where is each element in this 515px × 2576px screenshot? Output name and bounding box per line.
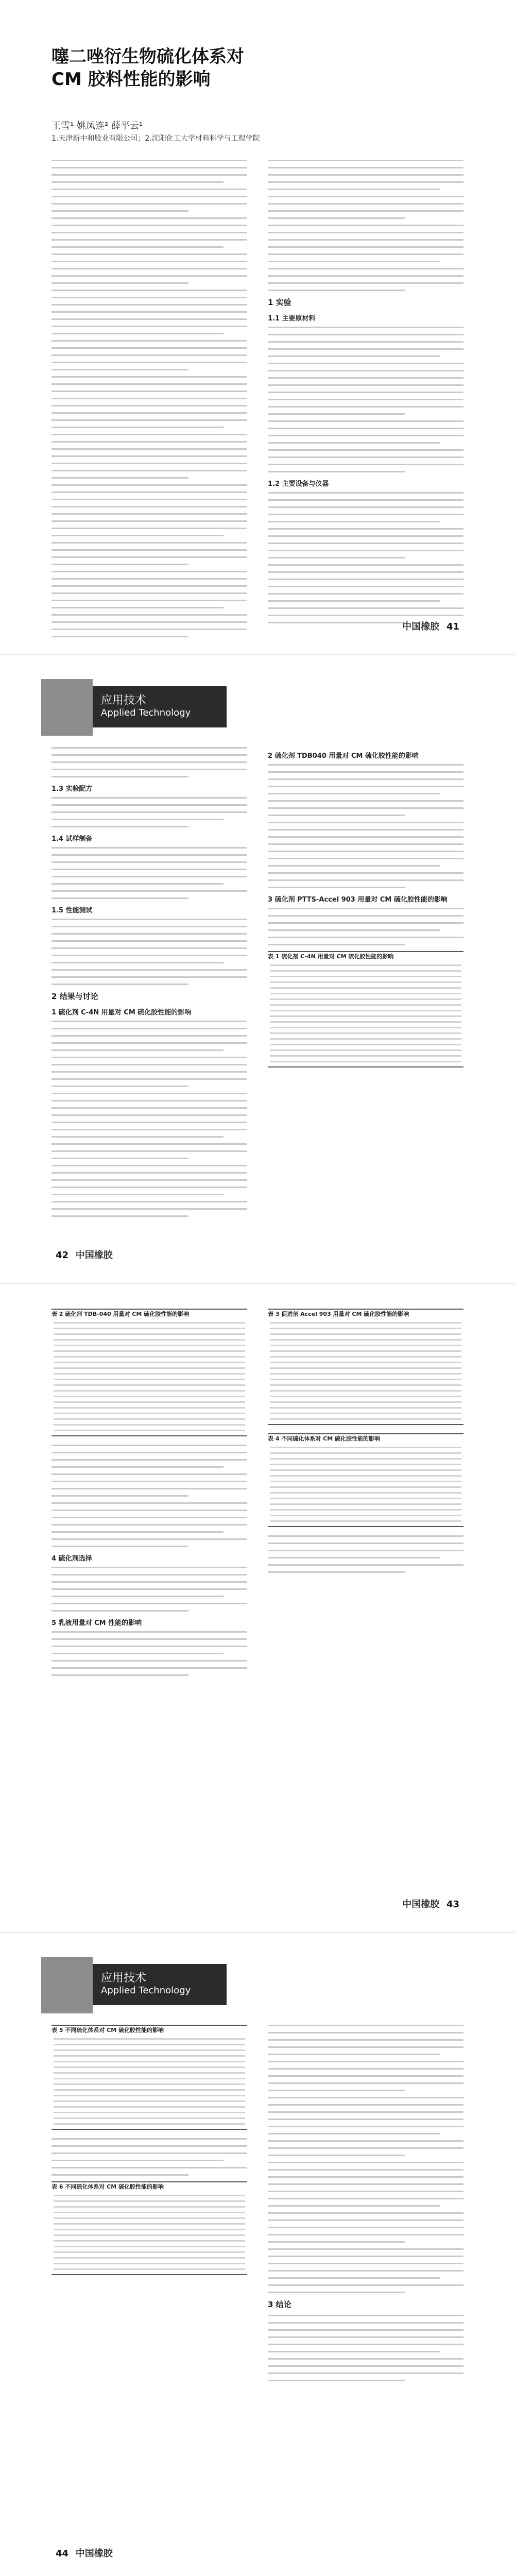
section-banner: 应用技术 Applied Technology [93,686,227,727]
page-separator [0,1283,515,1284]
page-41 [31,31,484,639]
sub-equipment: 1.2 主要设备与仪器 [268,480,329,488]
sub-materials: 1.1 主要原材料 [268,315,316,323]
section-conclusion: 3 结论 [268,2300,291,2309]
table-4 [268,1433,464,1527]
page-42-footer: 42 中国橡胶 [56,1250,113,1261]
sub-result4: 4 硫化剂选择 [52,1555,92,1563]
table-6-caption: 表 6 不同硫化体系对 CM 硫化胶性能的影响 [52,2183,164,2190]
page-43-left-column [52,1309,247,1682]
affiliation: 1.天津新中和股业有限公司；2.沈阳化工大学材料科学与工程学院 [52,134,260,143]
page-44-left-column [52,2025,247,2275]
page-41-right-column [268,160,464,629]
sub-prep: 1.4 试样制备 [52,835,93,843]
article-title: 噻二唑衍生物硫化体系对 CM 胶料性能的影响 [52,46,244,90]
table-5-caption: 表 5 不同硫化体系对 CM 硫化胶性能的影响 [52,2027,164,2033]
page-42-right-column [268,747,464,1067]
page-43-footer: 中国橡胶 43 [402,1899,459,1910]
sub-test: 1.5 性能测试 [52,907,93,914]
sub-formula: 1.3 实验配方 [52,785,93,793]
section-banner: 应用技术 Applied Technology [93,1964,227,2005]
page-separator [0,654,515,655]
banner-photo [41,1957,93,2013]
page-41-left-column [52,160,247,643]
page-44 [31,1947,484,2566]
page-43-right-column [268,1309,464,1579]
page-42-left-column [52,747,247,1223]
sub-result5: 5 乳液用量对 CM 性能的影响 [52,1619,142,1627]
table-1 [268,951,464,1067]
banner-photo [41,679,93,736]
table-5 [52,2025,247,2130]
sub-result2: 2 硫化剂 TDB040 用量对 CM 硫化胶性能的影响 [268,752,419,760]
table-2 [52,1309,247,1436]
page-44-footer: 44 中国橡胶 [56,2548,113,2559]
table-6 [52,2181,247,2275]
sub-result1: 1 硫化剂 C-4N 用量对 CM 硫化胶性能的影响 [52,1009,192,1016]
page-42 [31,670,484,1267]
table-2-caption: 表 2 硫化剂 TDB-040 用量对 CM 硫化胶性能的影响 [52,1311,190,1317]
page-41-footer: 中国橡胶 41 [402,621,459,632]
table-1-caption: 表 1 硫化剂 C-4N 用量对 CM 硫化胶性能的影响 [268,953,394,960]
page-separator [0,1932,515,1933]
table-3-caption: 表 3 促进剂 Accel 903 用量对 CM 硫化胶性能的影响 [268,1311,409,1317]
section-experiment: 1 实验 [268,298,291,307]
sub-result3: 3 硫化剂 PTTS-Accel 903 用量对 CM 硫化胶性能的影响 [268,896,448,904]
table-3 [268,1309,464,1425]
authors: 王雪¹ 姚凤连² 薛平云¹ [52,121,143,131]
page-43 [31,1298,484,1917]
section-results: 2 结果与讨论 [52,992,98,1001]
table-4-caption: 表 4 不同硫化体系对 CM 硫化胶性能的影响 [268,1435,380,1442]
page-44-right-column [268,2025,464,2387]
